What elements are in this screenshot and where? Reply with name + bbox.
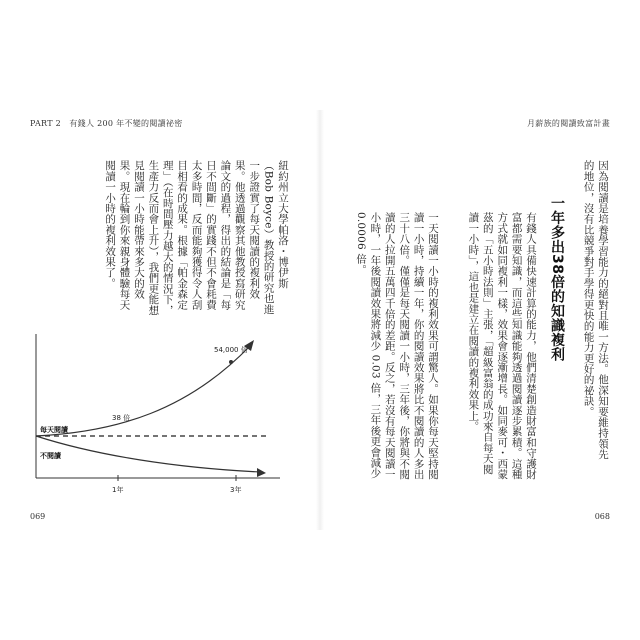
running-header-left: PART 2 有錢人 200 年不變的閱讀祕密 — [30, 119, 183, 128]
series-line-no-reading — [36, 436, 260, 472]
page-number-right: 068 — [594, 512, 610, 521]
page-gutter — [316, 110, 324, 530]
right-page-paragraph-1: 有錢人具備快速計算的能力，他們清楚創造財富和守護財富都需要知識，而這些知識能夠透過閱讀逐步累積。這種方式就如同複利一樣，效果會逐漸增長。如同麥可・西蒙茲的「五小時法則」主張，「超級富翁的成功來自每天閱讀一小時」，這也是建立在閱讀的複利效果上。 — [467, 212, 537, 480]
annotation-54000: 54,000 倍 — [214, 346, 248, 354]
right-page-intro: 因為閱讀是培養學習能力的絕對且唯一方法。他深知要維持領先的地位，沒有比競爭對手學得更快的能力更好的祕訣。 — [582, 160, 609, 460]
x-tick-label-1: 1年 — [112, 486, 124, 494]
series-label-daily-reading: 每天閱讀 — [40, 426, 68, 434]
point-54000 — [229, 360, 233, 364]
series-label-no-reading: 不閱讀 — [40, 452, 61, 460]
x-tick-label-3: 3年 — [230, 486, 242, 494]
annotation-38: 38 倍 — [112, 414, 131, 422]
running-header-right: 月薪族的閱讀致富計畫 — [527, 119, 610, 128]
series-line-daily-reading — [36, 346, 250, 436]
reading-growth-chart — [28, 328, 288, 504]
right-page-paragraph-2: 一天閱讀一小時的複利效果可謂驚人。如果你每天堅持閱讀一小時，持續一年，你的閱讀效果將比不閱讀的人多出三十八倍。僅僅是每天閱讀一小時，三年後，你將與不閱讀的人拉開五萬四千倍的差距。反之，若沒有每天閱讀一小時，一年後閱讀效果將減少 0.03 倍，三年後更會減少 0.0006 倍。 — [354, 212, 439, 480]
decline-arrowhead — [257, 468, 266, 477]
section-heading: 一年多出38倍的知識複利 — [549, 196, 565, 362]
page-number-left: 069 — [30, 512, 46, 521]
left-page-paragraph: 紐約州立大學帕洛・博伊斯（Bob Boyce）教授的研究也進一步證實了每天閱讀的複利效果。他透過觀察其他教授寫研究論文的過程，得出的結論是「每日不間斷」的實踐不但不會耗費太多時間，反而能夠獲得令人刮目相看的成果。根據「帕金森定理」（在時間壓力越大的情況下，生產力反而會上升），我們更能想見閱讀一小時能帶來多大的效果。現在輪到你來親身體驗每天閱讀一小時的複利效果了。 — [104, 160, 289, 316]
